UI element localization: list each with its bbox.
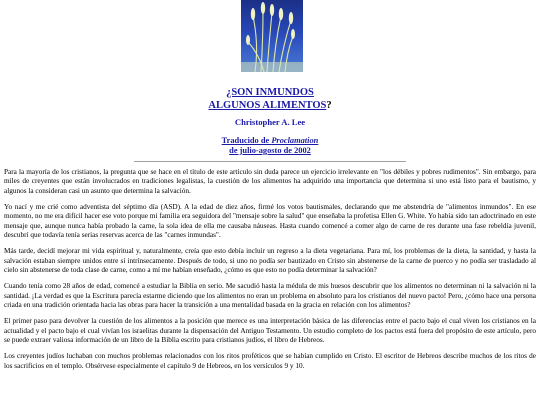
paragraph: Para la mayoría de los cristianos, la pregunta que se hace en el título de este artículo sin duda parece un ejercicio irrelevante en "los débiles y pobres rudimentos". Sin embargo, para miles de creyentes que están involucrados en tradiciones legalistas, la cuestión de los alimentos ha adquirido una importancia que determina si uno está listo para el bautismo, y algunos la consideran casi un asunto que determina la salvación. xyxy=(4,168,536,195)
source-date-link[interactable]: de julio-agosto de 2002 xyxy=(229,146,311,155)
article-title xyxy=(0,87,540,112)
title-link-line1[interactable]: ¿SON INMUNDOS xyxy=(226,87,314,98)
paragraph: El primer paso para devolver la cuestión de los alimentos a la posición que merece es una interpretación básica de las diferencias entre el pacto bajo el cual viven los cristianos en la actualidad y el pacto bajo el cual vivían los israelitas durante la dispensación del Antiguo Testamento. Un estudio completo de los pactos está fuera del propósito de este artículo, pero se puede extraer valiosa información de un libro de la Biblia escrito para cristianos judíos, el libro de Hebreos. xyxy=(4,317,536,345)
title-question-mark: ? xyxy=(326,99,332,111)
source-credit xyxy=(0,136,540,156)
article-author: Christopher A. Lee xyxy=(234,117,306,127)
source-link[interactable] xyxy=(222,136,319,145)
wheat-stalks-image xyxy=(241,0,303,72)
paragraph: Más tarde, decidí mejorar mi vida espiritual y, naturalmente, creía que esto debía incluir un regreso a la dieta vegetariana. Para mí, los problemas de la dieta, la santidad, y hasta la salvación estaban siempre unidos entre sí intrínsecamente. Después de todo, si uno no podía ser bautizado en Cristo sin abstenerse de la carne de puerco y no podía ser trasladado al cielo sin abstenerse de toda clase de carne, como a mí me habían enseñado, ¿cómo es que esto no podía determinar la salvación? xyxy=(4,247,536,275)
divider-rule xyxy=(134,161,406,162)
paragraph: Los creyentes judíos luchaban con muchos problemas relacionados con los ritos proféticos que se habían cumplido en Cristo. El escritor de Hebreos describe muchos de los ritos de los sacrificios en el templo. Obsérvese especialmente el capítulo 9 de Hebreos, en los versículos 9 y 10. xyxy=(4,352,536,370)
paragraph: Yo nací y me crié como adventista del séptimo día (ASD). A la edad de diez años, firmé los votos bautismales, declarando que me abstendría de "alimentos inmundos". En ese momento, no me era difícil hacer ese voto porque mi familia era seguidora del "mensaje sobre la salud" que enseñaba la profetisa Ellen G. White. Yo había sido tan adoctrinado en este mensaje que, aunque nunca había probado la carne, la sola idea de ella me causaba náuseas. Hasta cuando comencé a comer algo de carne de res durante una fase rebeldía juvenil, descubrí que todavía tenía serias reservas acerca de las "carnes inmundas". xyxy=(4,202,536,240)
article-body xyxy=(4,168,536,378)
source-prefix: Traducido de xyxy=(221,136,272,145)
paragraph: Cuando tenía como 28 años de edad, comencé a estudiar la Biblia en serio. Me sacudió hasta la médula de mis huesos descubrir que los alimentos no determinan ni la salvación ni la santidad. ¡La verdad es que la Escritura parecía estarme diciendo que los alimentos no eran un problema en absoluto para los cristianos del nuevo pacto! Pero, ¿cómo hace una persona criada en una tradición orientada hacia las obras para hacer la transición a una mentalidad basada en la gracia en relación con los alimentos? xyxy=(4,282,536,310)
title-link-line2[interactable]: ALGUNOS ALIMENTOS xyxy=(208,99,327,111)
source-magazine: Proclamation xyxy=(271,136,319,145)
